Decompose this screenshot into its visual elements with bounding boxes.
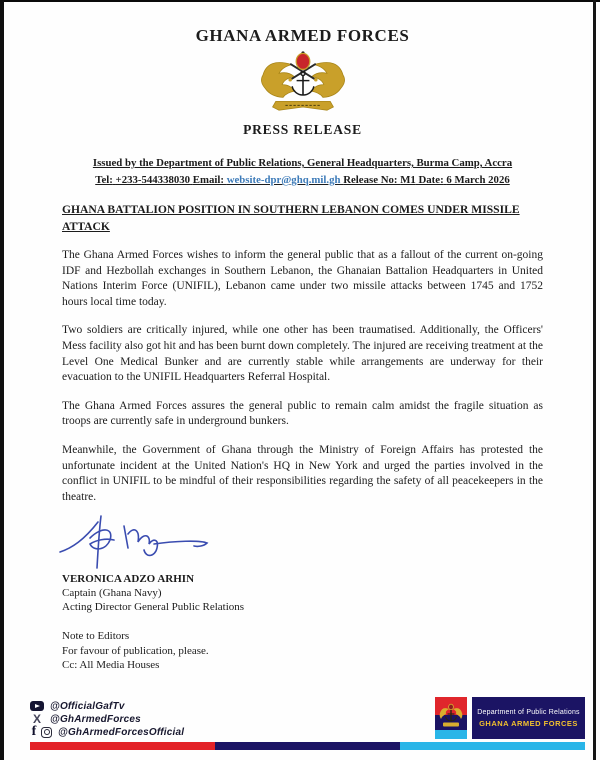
signature-ink-icon [54, 510, 214, 570]
email-label: Email: [192, 174, 224, 186]
gaf-crest-icon [251, 51, 355, 115]
badge-department-label: Department of Public Relations [477, 708, 580, 716]
tel-number: +233-544338030 [115, 174, 191, 186]
contact-line [62, 174, 543, 186]
dpr-badge-box [472, 697, 585, 739]
tel-label: Tel: [95, 174, 113, 186]
date-label: Date: [418, 174, 444, 186]
badge-org-label: GHANA ARMED FORCES [479, 718, 578, 728]
paragraph-3: The Ghana Armed Forces assures the general public to remain calm amidst the fragile situation as troops are currently safe in underground bunkers. [62, 399, 543, 428]
social-row-x [30, 713, 184, 725]
instagram-icon [41, 727, 52, 738]
signatory-rank: Captain (Ghana Navy) [62, 587, 162, 600]
date-value: 6 March 2026 [446, 174, 510, 186]
gaf-crest-emblem [62, 51, 543, 115]
social-row-youtube [30, 700, 184, 712]
social-handles [30, 700, 184, 739]
footer-color-stripe [30, 742, 585, 750]
issued-by-line: Issued by the Department of Public Relations, General Headquarters, Burma Camp, Accra [92, 157, 513, 169]
release-no-label: Release No: [343, 174, 398, 186]
editor-notes [62, 629, 543, 673]
stripe-red-segment [30, 742, 215, 750]
gaf-flag-logo [435, 697, 467, 739]
release-no-value: M1 [400, 174, 416, 186]
facebook-icon: f [31, 724, 37, 739]
x-twitter-icon: X [32, 712, 41, 726]
social-row-fb-ig [30, 726, 184, 738]
note-publication: For favour of publication, please. [62, 644, 209, 657]
note-cc: Cc: All Media Houses [62, 659, 160, 672]
signatory-title: Acting Director General Public Relations [62, 601, 245, 614]
headline: GHANA BATTALION POSITION IN SOUTHERN LEBANON COMES UNDER MISSILE ATTACK [62, 203, 520, 233]
org-title: GHANA ARMED FORCES [195, 26, 410, 45]
paragraph-4: Meanwhile, the Government of Ghana through the Ministry of Foreign Affairs has protested the unfortunate incident at the United Nation's HQ in New York and urged the parties involved in the conflict in UNIFIL to be mindful of their responsibilities regarding the safety of all peacekeepers in the theatre. [62, 443, 543, 503]
signatory-name: VERONICA ADZO ARHIN [62, 573, 195, 586]
press-release-heading: PRESS RELEASE [243, 122, 362, 137]
paragraph-2: Two soldiers are critically injured, while one other has been traumatised. Additionally, the Officers' Mess facility also got hit and has been burnt down completely. The injured are receiving treatment at the Level One Medical Bunker and are currently stable while arrangements are underway for their evacuation to the UNIFIL Headquarters Referral Hospital. [62, 324, 543, 384]
flag-crest-icon [438, 703, 464, 729]
paragraph-1: The Ghana Armed Forces wishes to inform the general public that as a fallout of the current on-going IDF and Hezbollah exchanges in Southern Lebanon, the Ghanaian Battalion Headquarters in United Nations Interim Force (UNIFIL), Lebanon came under two missile attacks between 1745 and 1752 hours local time today. [62, 249, 543, 308]
facebook-instagram-handle: @GhArmedForcesOfficial [58, 726, 185, 738]
stripe-navy-segment [215, 742, 400, 750]
stripe-cyan-segment [400, 742, 585, 750]
x-handle: @GhArmedForces [50, 713, 141, 725]
youtube-handle: @OfficialGafTv [50, 700, 125, 712]
dpr-badge [435, 697, 585, 739]
email-link[interactable]: website-dpr@ghq.mil.gh [226, 174, 341, 186]
youtube-icon [30, 701, 44, 711]
note-to-editors: Note to Editors [62, 630, 130, 643]
signature-scribble [54, 510, 543, 570]
footer [30, 697, 585, 739]
flag-band-cyan [435, 730, 467, 739]
